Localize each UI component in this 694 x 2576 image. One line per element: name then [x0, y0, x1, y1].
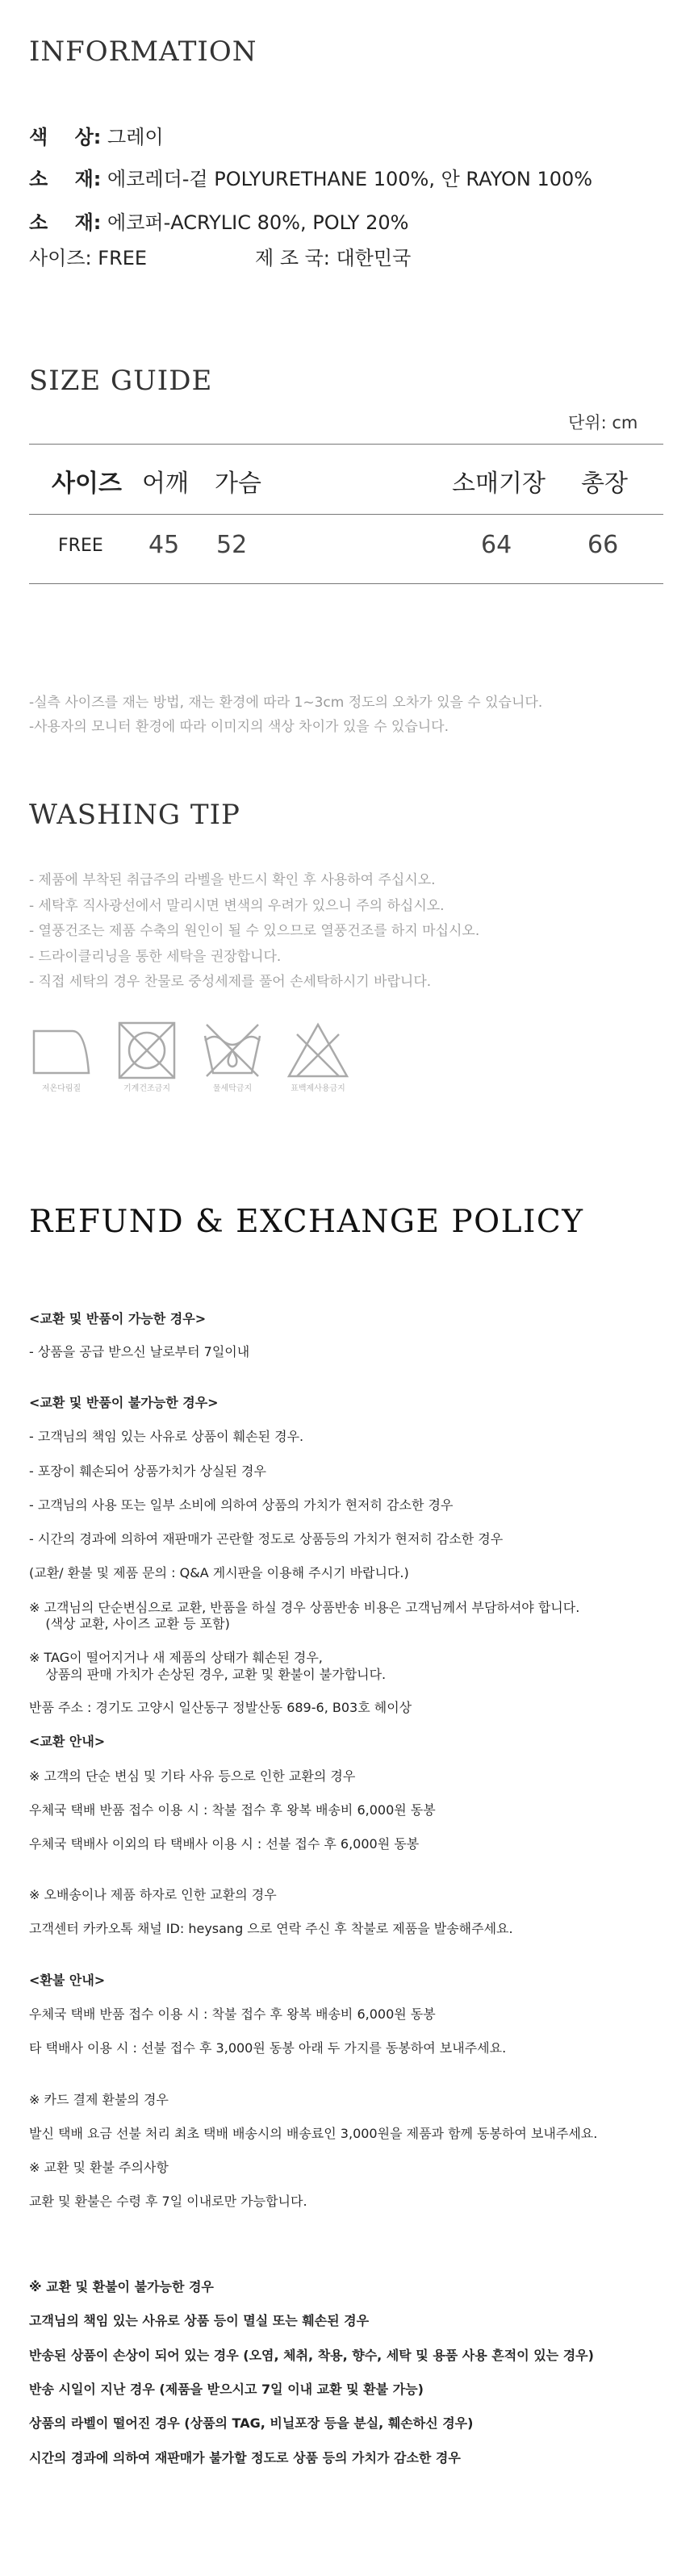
size-cell-chest: 52 [216, 531, 248, 559]
information-title: INFORMATION [29, 35, 257, 68]
size-note-monitor: -사용자의 모니터 환경에 따라 이미지의 색상 차이가 있을 수 있습니다. [29, 719, 449, 735]
policy-line: 상품의 라벨이 떨어진 경우 (상품의 TAG, 비닐포장 등을 분실, 훼손하신 경우) [29, 2415, 474, 2431]
policy-line: 발신 택배 요금 선불 처리 최초 택배 배송시의 배송료인 3,000원을 제품과 함께 동봉하여 보내주세요. [29, 2126, 598, 2141]
size-table-bottom-rule [29, 583, 663, 584]
policy-heading: ※ 교환 및 환불이 불가능한 경우 [29, 2279, 214, 2294]
info-origin [255, 242, 411, 270]
policy-heading: <교환 안내> [29, 1734, 106, 1749]
info-material-1-label: 소 재: [29, 168, 102, 190]
policy-line: - 상품을 공급 받으신 날로부터 7일이내 [29, 1344, 250, 1359]
policy-line: ※ 오배송이나 제품 하자로 인한 교환의 경우 [29, 1887, 277, 1902]
refund-title: REFUND & EXCHANGE POLICY [29, 1204, 584, 1240]
policy-line: (색상 교환, 사이즈 교환 등 포함) [29, 1616, 230, 1631]
policy-heading: <교환 및 반품이 가능한 경우> [29, 1311, 207, 1326]
size-header-chest: 가슴 [215, 470, 261, 498]
info-origin-label: 제 조 국: [255, 247, 330, 269]
policy-line: 우체국 택배 반품 접수 이용 시 : 착불 접수 후 왕복 배송비 6,000원 동봉 [29, 1802, 436, 1818]
info-material-2-label: 소 재: [29, 211, 102, 234]
policy-line: - 포장이 훼손되어 상품가치가 상실된 경우 [29, 1463, 266, 1479]
policy-line: - 고객님의 사용 또는 일부 소비에 의하여 상품의 가치가 현저히 감소한 경우 [29, 1497, 454, 1513]
no-bleach-icon [286, 1018, 350, 1083]
washing-title: WASHING TIP [29, 799, 240, 831]
policy-line: 고객센터 카카오톡 채널 ID: heysang 으로 연락 주신 후 착불로 제품을 발송해주세요. [29, 1921, 513, 1936]
policy-line: 상품의 판매 가치가 손상된 경우, 교환 및 환불이 불가합니다. [29, 1667, 387, 1682]
info-color [29, 121, 164, 149]
policy-line: 우체국 택배 반품 접수 이용 시 : 착불 접수 후 왕복 배송비 6,000원 동봉 [29, 2006, 436, 2022]
policy-line: - 고객님의 책임 있는 사유로 상품이 훼손된 경우. [29, 1429, 304, 1444]
size-unit: 단위: cm [568, 413, 638, 432]
policy-line: ※ 카드 결제 환불의 경우 [29, 2092, 169, 2107]
size-cell-length: 66 [587, 531, 619, 559]
return-address: 반품 주소 : 경기도 고양시 일산동구 정발산동 689-6, B03호 헤이상 [29, 1700, 412, 1715]
iron-caption: 저온다림질 [41, 1084, 82, 1093]
info-material-1-value: 에코레더-겉 POLYURETHANE 100%, 안 RAYON 100% [107, 168, 593, 190]
policy-line: 교환 및 환불은 수령 후 7일 이내로만 가능합니다. [29, 2194, 307, 2209]
info-material-1 [29, 163, 592, 191]
info-size-label: 사이즈: [29, 247, 92, 269]
policy-line: 반송 시일이 지난 경우 (제품을 받으시고 7일 이내 교환 및 환불 가능) [29, 2382, 424, 2397]
size-header-size: 사이즈 [52, 470, 122, 498]
no-tumble-dry-icon [115, 1018, 179, 1083]
size-cell-size: FREE [58, 536, 103, 556]
policy-line: ※ 고객의 단순 변심 및 기타 사유 등으로 인한 교환의 경우 [29, 1768, 356, 1784]
washing-tip: - 열풍건조는 제품 수축의 원인이 될 수 있으므로 열풍건조를 하지 마십시오. [29, 923, 480, 939]
no-wash-caption: 물세탁금지 [212, 1084, 253, 1093]
info-material-2-value: 에코퍼-ACRYLIC 80%, POLY 20% [107, 211, 409, 234]
size-cell-shoulder: 45 [148, 531, 180, 559]
policy-line: (교환/ 환불 및 제품 문의 : Q&A 게시판을 이용해 주시기 바랍니다.) [29, 1565, 409, 1580]
policy-heading: <교환 및 반품이 불가능한 경우> [29, 1395, 219, 1410]
size-table-top-rule [29, 444, 663, 445]
info-color-label: 색 상: [29, 126, 102, 148]
policy-line: 시간의 경과에 의하여 재판매가 불가할 정도로 상품 등의 가치가 감소한 경우 [29, 2450, 461, 2465]
policy-line: - 시간의 경과에 의하여 재판매가 곤란할 정도로 상품등의 가치가 현저히 감소한 경우 [29, 1531, 504, 1547]
policy-line: ※ 교환 및 환불 주의사항 [29, 2160, 169, 2175]
washing-tip: - 세탁후 직사광선에서 말리시면 변색의 우려가 있으니 주의 하십시오. [29, 898, 445, 914]
info-size-value: FREE [98, 247, 148, 269]
size-header-shoulder: 어깨 [142, 470, 189, 498]
size-header-sleeve: 소매기장 [452, 470, 546, 498]
size-cell-sleeve: 64 [481, 531, 512, 559]
policy-line: 반송된 상품이 손상이 되어 있는 경우 (오염, 체취, 착용, 향수, 세탁 및 용품 사용 흔적이 있는 경우) [29, 2348, 594, 2363]
washing-tip: - 제품에 부착된 취급주의 라벨을 반드시 확인 후 사용하여 주십시오. [29, 872, 436, 888]
policy-line: 타 택배사 이용 시 : 선불 접수 후 3,000원 동봉 아래 두 가지를 동봉하여 보내주세요. [29, 2040, 507, 2056]
washing-tip: - 드라이클리닝을 통한 세탁을 권장합니다. [29, 949, 282, 965]
info-origin-value: 대한민국 [336, 247, 412, 269]
policy-line: 고객님의 책임 있는 사유로 상품 등이 멸실 또는 훼손된 경우 [29, 2313, 370, 2328]
size-table-mid-rule [29, 514, 663, 515]
washing-tip: - 직접 세탁의 경우 찬물로 중성세제를 풀어 손세탁하시기 바랍니다. [29, 974, 432, 990]
no-tumble-dry-caption: 기계건조금지 [123, 1084, 170, 1093]
info-material-2 [29, 207, 408, 235]
no-bleach-caption: 표백제사용금지 [291, 1084, 345, 1093]
info-size [29, 242, 147, 270]
size-note-measure: -실측 사이즈를 재는 방법, 재는 환경에 따라 1~3cm 정도의 오차가 있을 수 있습니다. [29, 695, 543, 711]
size-header-length: 총장 [581, 470, 628, 498]
no-wash-icon [200, 1018, 265, 1083]
info-color-value: 그레이 [107, 126, 164, 148]
policy-line: ※ 고객님의 단순변심으로 교환, 반품을 하실 경우 상품반송 비용은 고객님께서 부담하셔야 합니다. [29, 1600, 580, 1615]
iron-icon [29, 1020, 94, 1084]
policy-heading: <환불 안내> [29, 1973, 106, 1988]
policy-line: 우체국 택배사 이외의 타 택배사 이용 시 : 선불 접수 후 6,000원 동봉 [29, 1836, 420, 1852]
policy-line: ※ TAG이 떨어지거나 새 제품의 상태가 훼손된 경우, [29, 1650, 323, 1665]
size-guide-title: SIZE GUIDE [29, 365, 213, 397]
